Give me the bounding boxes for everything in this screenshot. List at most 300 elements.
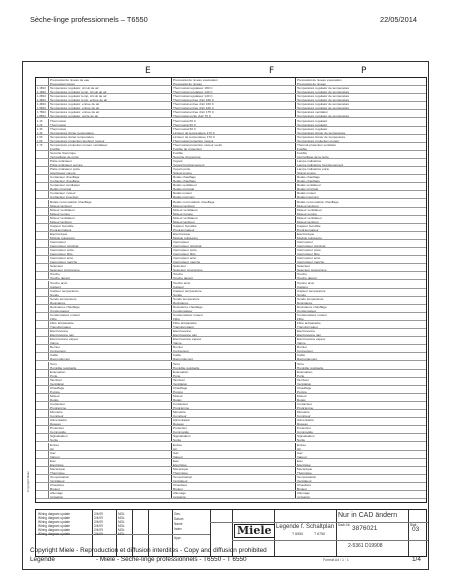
col-f-cell: Entree bbox=[172, 443, 296, 447]
col-p-cell: Entree bbox=[297, 442, 307, 447]
ref-cell: 1.1F bbox=[36, 119, 49, 123]
col-p-cell: Pressostat de niveau bbox=[297, 82, 326, 86]
ref-cell bbox=[36, 447, 49, 450]
col-e-cell: Sonde temperature bbox=[49, 297, 172, 301]
col-e-cell: Programme bbox=[49, 406, 172, 409]
col-f-cell: Bruleur bbox=[172, 487, 296, 490]
col-p-cell: Chaudiere bbox=[297, 483, 312, 487]
col-f-cell: Electronique bbox=[172, 232, 296, 236]
ref-cell bbox=[36, 341, 49, 344]
col-e-cell: Bruleur bbox=[49, 487, 172, 490]
revision-names: MGL bbox=[118, 532, 125, 536]
col-p-cell: Electrique bbox=[297, 462, 311, 466]
col-f-cell: Filtre antiparasite bbox=[172, 321, 296, 325]
model-cell-datum: Datum bbox=[174, 517, 184, 521]
col-f-cell: Protection bbox=[172, 426, 296, 430]
col-f-cell: Thermostat entree d'air 160 C bbox=[172, 98, 296, 101]
col-f-cell: Ionisation bbox=[172, 495, 296, 498]
col-e-cell: Pilote indicateur bbox=[49, 159, 172, 163]
ref-cell bbox=[36, 285, 49, 288]
col-f-cell: Module puissance bbox=[172, 236, 296, 239]
column-letter-e: E bbox=[145, 66, 151, 76]
col-e-cell: Fusible bbox=[49, 147, 172, 150]
ref-cell bbox=[36, 366, 49, 369]
col-e-cell: Electrovanne vapeur bbox=[49, 337, 172, 341]
col-p-cell: Allumage bbox=[297, 491, 310, 496]
col-p-cell: Protection bbox=[297, 426, 311, 431]
legend-sheet bbox=[22, 61, 429, 570]
col-p-cell: Temperature regulator bbox=[297, 126, 328, 131]
col-f-cell: Touche bbox=[172, 272, 296, 276]
col-p-cell: Temperature protection moteur bbox=[297, 138, 340, 142]
col-p-cell: Ionisation bbox=[297, 495, 311, 499]
col-f-cell: Relais inversion bbox=[172, 195, 296, 198]
col-p-cell: Porte bbox=[297, 373, 305, 377]
col-e-cell: Entree bbox=[49, 443, 172, 447]
ref-cell bbox=[36, 220, 49, 223]
col-p-cell: Capteur bbox=[297, 284, 309, 288]
col-p-cell: Moteur ventilateur bbox=[297, 207, 322, 212]
col-e-cell: Vapeur bbox=[49, 455, 172, 458]
col-f-cell: Sortie bbox=[172, 438, 296, 441]
col-p-cell: Relais chauffage bbox=[297, 179, 320, 183]
col-p-cell: Transformateur bbox=[297, 325, 319, 329]
ref-cell bbox=[36, 301, 49, 304]
col-f-cell: Interrupteur filtre bbox=[172, 252, 296, 255]
doc-header-date: 22/05/2014 bbox=[380, 15, 417, 24]
model-cell-index: Index bbox=[174, 527, 182, 531]
col-p-cell: Capteur temperature bbox=[297, 288, 326, 293]
col-p-cell: Reseau bbox=[297, 422, 308, 426]
col-p-cell: Interrupteur bbox=[297, 240, 313, 244]
col-f-cell: Interrupteur marche bbox=[172, 260, 296, 263]
col-p-cell: Mecanique bbox=[297, 466, 313, 471]
col-p-cell: Filtre antiparasite bbox=[297, 321, 321, 325]
col-f-cell: Moteur ventilateur bbox=[172, 216, 296, 220]
col-e-cell: Thermostat bbox=[49, 127, 172, 131]
col-p-cell: Selecteur bbox=[297, 264, 311, 269]
col-p-cell: Temperature regulator de temperature bbox=[297, 106, 350, 110]
footer-legend-text: - Miele - Sèche-linge professionnels - T6550 - T 6550 bbox=[96, 556, 247, 563]
col-e-cell: Eau bbox=[49, 459, 172, 463]
col-p-cell: Temperature regulator de temperature bbox=[297, 98, 350, 102]
col-f-cell: Vanne bbox=[172, 341, 296, 344]
col-p-cell: Resistance bbox=[297, 300, 313, 304]
col-e-cell: Temperature regulator, entree de air bbox=[49, 106, 172, 109]
revision-names: MGL bbox=[118, 528, 125, 532]
col-e-cell: Chaudiere bbox=[49, 483, 172, 487]
col-f-cell: Cable bbox=[172, 353, 296, 357]
ref-cell bbox=[36, 430, 49, 433]
col-e-cell: Gaz bbox=[49, 451, 172, 455]
col-p-cell: Lampe indicatrice bbox=[297, 159, 322, 163]
col-f-cell: Voyant bbox=[172, 159, 296, 163]
ref-cell: 1.3F bbox=[36, 127, 49, 131]
col-f-cell: Contacteur bbox=[172, 402, 296, 406]
col-p-cell: Terre bbox=[297, 361, 305, 366]
col-p-cell: Temperature regulator de temperature bbox=[297, 86, 350, 91]
col-e-cell: Thermique bbox=[49, 471, 172, 474]
col-e-cell: Temperature limiter temperature bbox=[49, 131, 172, 134]
col-p-cell: Bruleur bbox=[297, 487, 307, 491]
col-f-cell: Transformateur bbox=[172, 325, 296, 328]
col-e-cell: Minuterie bbox=[49, 410, 172, 414]
col-e-cell: Condensateur bbox=[49, 309, 172, 312]
col-e-cell: Ventilateur bbox=[49, 479, 172, 482]
col-e-cell: Signalisation bbox=[49, 434, 172, 438]
col-f-cell: Electrovanne bbox=[172, 329, 296, 333]
ref-cell bbox=[36, 382, 49, 385]
col-e-cell: Pilote indicateur porte bbox=[49, 167, 172, 171]
col-e-cell: Allumage bbox=[49, 491, 172, 495]
miele-logo: Miele bbox=[234, 524, 275, 538]
col-e-cell: Humidite residuelle bbox=[49, 366, 172, 369]
col-e-cell: Temperature protection tambour moteur bbox=[49, 139, 172, 142]
col-p-cell: Touche depart bbox=[297, 276, 317, 280]
col-e-cell: Condensateur moteur bbox=[49, 313, 172, 317]
col-f-cell: Terre bbox=[172, 362, 296, 366]
col-f-cell: Thermostat sortie d'air 70 C bbox=[172, 114, 296, 117]
ref-cell bbox=[36, 293, 49, 296]
col-e-cell: Interrupteur marche bbox=[49, 260, 172, 263]
col-p-cell: Chauffage bbox=[297, 385, 312, 390]
col-e-cell: Resistance bbox=[49, 301, 172, 304]
col-e-cell: Touche bbox=[49, 272, 172, 276]
ref-cell bbox=[36, 333, 49, 336]
col-f-cell: Thermostat protection moteur bbox=[172, 139, 296, 142]
ref-cell bbox=[36, 438, 49, 441]
col-f-cell: Thermostat 60 C bbox=[172, 119, 296, 123]
col-p-cell: Programmateur bbox=[297, 227, 319, 231]
col-p-cell: Interrupteur arret bbox=[297, 256, 321, 261]
col-p-cell: Relais commutation chauffage bbox=[297, 199, 339, 204]
col-e-cell: Transformateur bbox=[49, 325, 172, 328]
col-f-cell: Electrovanne gaz bbox=[172, 333, 296, 336]
col-e-cell: Thermostat bbox=[49, 119, 172, 123]
col-p-cell: Interrupteur filtre bbox=[297, 252, 320, 256]
revision-dates: 2/4/09 bbox=[94, 532, 103, 536]
ref-cell bbox=[36, 260, 49, 263]
col-p-cell: Temperature regulator de temperature bbox=[297, 102, 350, 107]
col-p-cell: Condensateur moteur bbox=[297, 312, 327, 317]
col-p-cell: Temperature regulator bbox=[297, 122, 328, 126]
ref-cell bbox=[36, 357, 49, 360]
col-p-cell: Touche bbox=[297, 272, 307, 277]
revision-dates: 2/4/09 bbox=[94, 528, 103, 532]
col-f-cell: Compteur bbox=[172, 414, 296, 417]
col-f-cell: Interrupteur arret bbox=[172, 256, 296, 260]
ref-cell bbox=[36, 244, 49, 247]
col-f-cell: Thermostat regulateur 140 C bbox=[172, 94, 296, 98]
ref-cell bbox=[36, 309, 49, 312]
col-p-cell: Tambour bbox=[297, 377, 310, 382]
drawing-prefix: Sach-Nr. bbox=[338, 523, 351, 527]
col-p-cell: Ventilateur bbox=[297, 478, 312, 482]
cad-note: Nur in CAD ändern bbox=[338, 512, 398, 519]
col-f-cell: Chauffage bbox=[172, 386, 296, 390]
ref-cell bbox=[36, 487, 49, 490]
ref-cell: 1.2F bbox=[36, 123, 49, 126]
col-e-cell: Interrupteur porte bbox=[49, 248, 172, 252]
ref-cell bbox=[36, 422, 49, 425]
col-e-cell: Thermostat bbox=[49, 123, 172, 126]
ref-cell bbox=[36, 179, 49, 182]
col-f-cell: Thermostat 60 C bbox=[172, 127, 296, 131]
revision-revisions: Wiring diagram update bbox=[38, 528, 71, 532]
col-p-cell: Relais ventilateur bbox=[297, 183, 321, 188]
col-e-cell: Capteur temperature bbox=[49, 289, 172, 293]
ref-cell bbox=[36, 82, 49, 85]
col-f-cell: Sonde bbox=[172, 293, 296, 296]
col-e-cell: Filtre antiparasite bbox=[49, 321, 172, 325]
revision-revisions: Wiring diagram update bbox=[38, 524, 71, 528]
col-p-cell: Air bbox=[297, 446, 301, 450]
col-e-cell: Relais commutation chauffage bbox=[49, 200, 172, 204]
col-f-cell: Moteur ventilateur bbox=[172, 208, 296, 212]
col-e-cell: Temperature protection moteur ventilateur bbox=[49, 143, 172, 147]
col-f-cell: Moteur bbox=[172, 394, 296, 398]
col-f-cell: Securite d'ouverture bbox=[172, 155, 296, 158]
col-f-cell: Capteur humidite bbox=[172, 224, 296, 228]
col-f-cell: Condensateur moteur bbox=[172, 313, 296, 317]
revision-revisions: Wiring diagram update bbox=[38, 532, 71, 536]
col-f-cell: Pompe bbox=[172, 390, 296, 393]
col-e-cell: Interrupteur filtre bbox=[49, 252, 172, 255]
col-e-cell: Temperature regulator temp, circuit de air bbox=[49, 90, 172, 93]
col-f-cell: Moteur pompe bbox=[172, 212, 296, 215]
col-f-cell: Connecteur bbox=[172, 349, 296, 352]
col-p-cell: Compteur bbox=[297, 414, 311, 418]
col-e-cell: Bornier bbox=[49, 345, 172, 349]
col-f-cell: Ventilateur bbox=[172, 479, 296, 482]
revision-dates: 2/4/09 bbox=[94, 524, 103, 528]
col-f-cell: Thermostat entree d'air 160 C bbox=[172, 102, 296, 106]
col-f-cell: Resistance chauffage bbox=[172, 305, 296, 309]
col-e-cell: Porte bbox=[49, 374, 172, 377]
col-p-cell: Electrovanne bbox=[297, 329, 316, 334]
col-e-cell: Programmateur bbox=[49, 228, 172, 231]
model-2: T 6750 bbox=[314, 532, 326, 536]
ref-cell bbox=[36, 236, 49, 239]
ref-cell: 1.5B1C bbox=[36, 106, 49, 109]
col-e-cell: Capteur bbox=[49, 285, 172, 288]
col-f-cell: Touche depart bbox=[172, 276, 296, 279]
col-e-cell: Ionisation bbox=[49, 495, 172, 498]
col-f-cell: Air bbox=[172, 447, 296, 450]
col-p-cell: Selecteur programme bbox=[297, 268, 327, 272]
col-e-cell: Temporisation bbox=[49, 475, 172, 479]
revision-names: MGL bbox=[118, 520, 125, 524]
col-e-cell: Filtre bbox=[49, 317, 172, 320]
col-f-cell: Chaudiere bbox=[172, 483, 296, 487]
col-e-cell: Ventilation bbox=[49, 382, 172, 385]
col-e-cell: Temperature regulator, circuit de air bbox=[49, 86, 172, 90]
col-e-cell: Terre bbox=[49, 362, 172, 366]
col-e-cell: Pressostat de niveau de eau bbox=[49, 78, 172, 82]
col-e-cell: Temperature limiter temperature bbox=[49, 135, 172, 139]
col-e-cell: Temperature regulator, sortie de air bbox=[49, 114, 172, 117]
ref-cell bbox=[36, 390, 49, 393]
col-p-cell: Fusible bbox=[297, 146, 307, 150]
col-f-cell: Temporisation bbox=[172, 475, 296, 479]
ref-cell bbox=[36, 147, 49, 150]
col-p-cell: Relais principal bbox=[297, 187, 318, 191]
col-f-cell: Relais commutation chauffage bbox=[172, 200, 296, 204]
approved-label: Appr. bbox=[174, 536, 182, 540]
col-f-cell: Fusible de protection bbox=[172, 147, 296, 150]
col-p-cell: Touche arret bbox=[297, 280, 315, 285]
col-f-cell: Relais bbox=[172, 398, 296, 401]
col-e-cell: Module puissance bbox=[49, 236, 172, 239]
ref-cell bbox=[36, 212, 49, 215]
col-f-cell: Programme bbox=[172, 406, 296, 409]
col-e-cell: Electrovanne bbox=[49, 329, 172, 333]
col-e-cell: Connecteur bbox=[49, 349, 172, 352]
col-f-cell: Resistance bbox=[172, 301, 296, 304]
col-e-cell: Interrupteur bbox=[49, 240, 172, 244]
model-1: T 6550 bbox=[292, 532, 304, 536]
material-number: 2-5361 D19908 bbox=[348, 543, 383, 549]
col-p-cell: Electronique bbox=[297, 231, 315, 236]
ref-cell bbox=[36, 374, 49, 377]
col-p-cell: Lampe indicatrice porte bbox=[297, 167, 330, 172]
col-e-cell: Relais bbox=[49, 398, 172, 401]
col-f-cell: Tambour bbox=[172, 378, 296, 382]
revision-names: MGL bbox=[118, 516, 125, 520]
col-e-cell: Relais principal bbox=[49, 187, 172, 190]
col-e-cell: Raccordement bbox=[49, 357, 172, 360]
col-p-cell: Signal sonore bbox=[297, 171, 316, 175]
col-p-cell: Temperature regulator de temperature bbox=[297, 94, 350, 99]
ref-cell: 1.4B1C bbox=[36, 102, 49, 106]
ref-cell bbox=[36, 463, 49, 466]
col-p-cell: Verrouillage de la porte bbox=[297, 154, 329, 158]
col-p-cell: Vanne bbox=[297, 341, 306, 345]
col-p-cell: Temperature limiter de temperature bbox=[297, 134, 346, 139]
col-f-cell: Humidite residuelle bbox=[172, 366, 296, 369]
ref-cell bbox=[36, 171, 49, 174]
col-f-cell: Interrupteur porte bbox=[172, 248, 296, 252]
col-f-cell: Voyant porte bbox=[172, 167, 296, 171]
col-p-cell: Bornier bbox=[297, 345, 307, 350]
col-e-cell: Evacuation bbox=[49, 370, 172, 374]
revision-revisions: Wiring diagram update bbox=[38, 516, 71, 520]
col-e-cell: Sortie bbox=[49, 438, 172, 441]
col-p-cell: Temperature regulator bbox=[297, 118, 328, 123]
col-e-cell: Touche depart bbox=[49, 276, 172, 279]
ref-cell: 1.7F bbox=[36, 143, 49, 147]
ref-cell bbox=[36, 398, 49, 401]
col-e-cell: Reseau bbox=[49, 422, 172, 425]
revision-revisions: Wiring diagram update bbox=[38, 512, 71, 516]
col-p-cell: Pompe bbox=[297, 389, 307, 393]
col-e-cell: Contacteur moteur bbox=[49, 191, 172, 195]
col-f-cell: Interrupteur bbox=[172, 240, 296, 244]
col-p-cell: Programme bbox=[297, 406, 314, 410]
revision-dates: 2/4/09 bbox=[94, 520, 103, 524]
col-f-cell: Limiteur de temperature 170 C bbox=[172, 131, 296, 134]
ref-cell bbox=[36, 471, 49, 474]
col-f-cell: Moteur tambour bbox=[172, 204, 296, 207]
col-p-cell: Temperature ventilator bbox=[297, 110, 328, 115]
col-p-cell: Moteur tambour bbox=[297, 219, 319, 223]
model-cell-ges: Ges. bbox=[174, 512, 181, 516]
col-p-cell: Interrupteur principal bbox=[297, 244, 326, 248]
sheet-number: 03 bbox=[412, 526, 420, 533]
col-f-cell: Touche arret bbox=[172, 281, 296, 285]
col-p-cell: Lampe indicatrice fonctionnement bbox=[297, 163, 344, 167]
ref-cell: 1.1B1C bbox=[36, 86, 49, 90]
col-p-cell: Fusible bbox=[297, 150, 307, 155]
format-note: Format A4 / 1 : 1 bbox=[323, 558, 349, 562]
col-f-cell: Mecanique bbox=[172, 467, 296, 471]
col-e-cell: Contacteur inversion bbox=[49, 195, 172, 198]
col-e-cell: Moteur tambour bbox=[49, 220, 172, 223]
footer-page: 1/4 bbox=[412, 556, 421, 563]
col-e-cell: Touche arret bbox=[49, 281, 172, 285]
revision-dates: 2/4/09 bbox=[94, 516, 103, 520]
col-e-cell: Pompe bbox=[49, 390, 172, 393]
col-f-cell: Relais chauffage bbox=[172, 175, 296, 179]
ref-cell: 1.3B1C bbox=[36, 98, 49, 101]
col-e-cell: Moteur ventilateur bbox=[49, 216, 172, 220]
col-e-cell: Moteur bbox=[49, 394, 172, 398]
col-f-cell: Capteur bbox=[172, 285, 296, 288]
col-f-cell: Fusible bbox=[172, 151, 296, 155]
ref-cell bbox=[36, 325, 49, 328]
col-p-cell: Gaz bbox=[297, 450, 303, 455]
col-f-cell: Allumage bbox=[172, 491, 296, 495]
col-e-cell: Selecteur bbox=[49, 264, 172, 268]
col-p-cell: Thermique bbox=[297, 470, 312, 474]
col-e-cell: Tambour bbox=[49, 378, 172, 382]
column-letter-p: P bbox=[361, 66, 367, 76]
col-p-cell: Pressostat de niveau evacuation bbox=[297, 78, 342, 82]
col-f-cell: Ventilation bbox=[172, 382, 296, 385]
revision-names: MGL bbox=[118, 524, 125, 528]
col-p-cell: Minuterie bbox=[297, 410, 310, 415]
col-e-cell: Temperature regulator, entree de air bbox=[49, 110, 172, 114]
col-e-cell: Contacteur bbox=[49, 402, 172, 406]
footer-legend-label: Legende bbox=[30, 556, 55, 563]
col-p-cell: Raccordement bbox=[297, 357, 318, 361]
ref-cell bbox=[36, 155, 49, 158]
col-f-cell: Relais moteur bbox=[172, 191, 296, 195]
col-f-cell: Limiteur de temperature 170 C bbox=[172, 135, 296, 139]
col-e-cell: Resistance chauffage bbox=[49, 305, 172, 309]
col-f-cell: Pressostat de niveau evacuation bbox=[172, 78, 296, 82]
ref-cell: 1.4F bbox=[36, 131, 49, 134]
col-e-cell: Capteur humidite bbox=[49, 224, 172, 228]
col-f-cell: Electrovanne vapeur bbox=[172, 337, 296, 341]
col-p-cell: Relais moteur bbox=[297, 191, 317, 196]
col-p-cell: Electrovanne gaz bbox=[297, 333, 321, 337]
col-f-cell: Thermostat 60 C bbox=[172, 123, 296, 126]
col-f-cell: Minuterie bbox=[172, 410, 296, 414]
col-e-cell: Pressostat niveau bbox=[49, 82, 172, 85]
drawing-number: 3876021 bbox=[352, 525, 378, 532]
col-f-cell: Electrique bbox=[172, 463, 296, 466]
col-f-cell: Thermostat regulateur 140 C bbox=[172, 90, 296, 93]
col-e-cell: Moteur pompe bbox=[49, 212, 172, 215]
col-e-cell: Electrovanne gaz bbox=[49, 333, 172, 336]
col-f-cell: Thermique bbox=[172, 471, 296, 474]
col-p-cell: Ventilation bbox=[297, 381, 312, 385]
col-f-cell: Relais chauffage bbox=[172, 179, 296, 182]
col-f-cell: Vapeur bbox=[172, 455, 296, 458]
col-e-cell: Contacteur chauffage bbox=[49, 175, 172, 179]
col-f-cell: Selecteur bbox=[172, 264, 296, 268]
